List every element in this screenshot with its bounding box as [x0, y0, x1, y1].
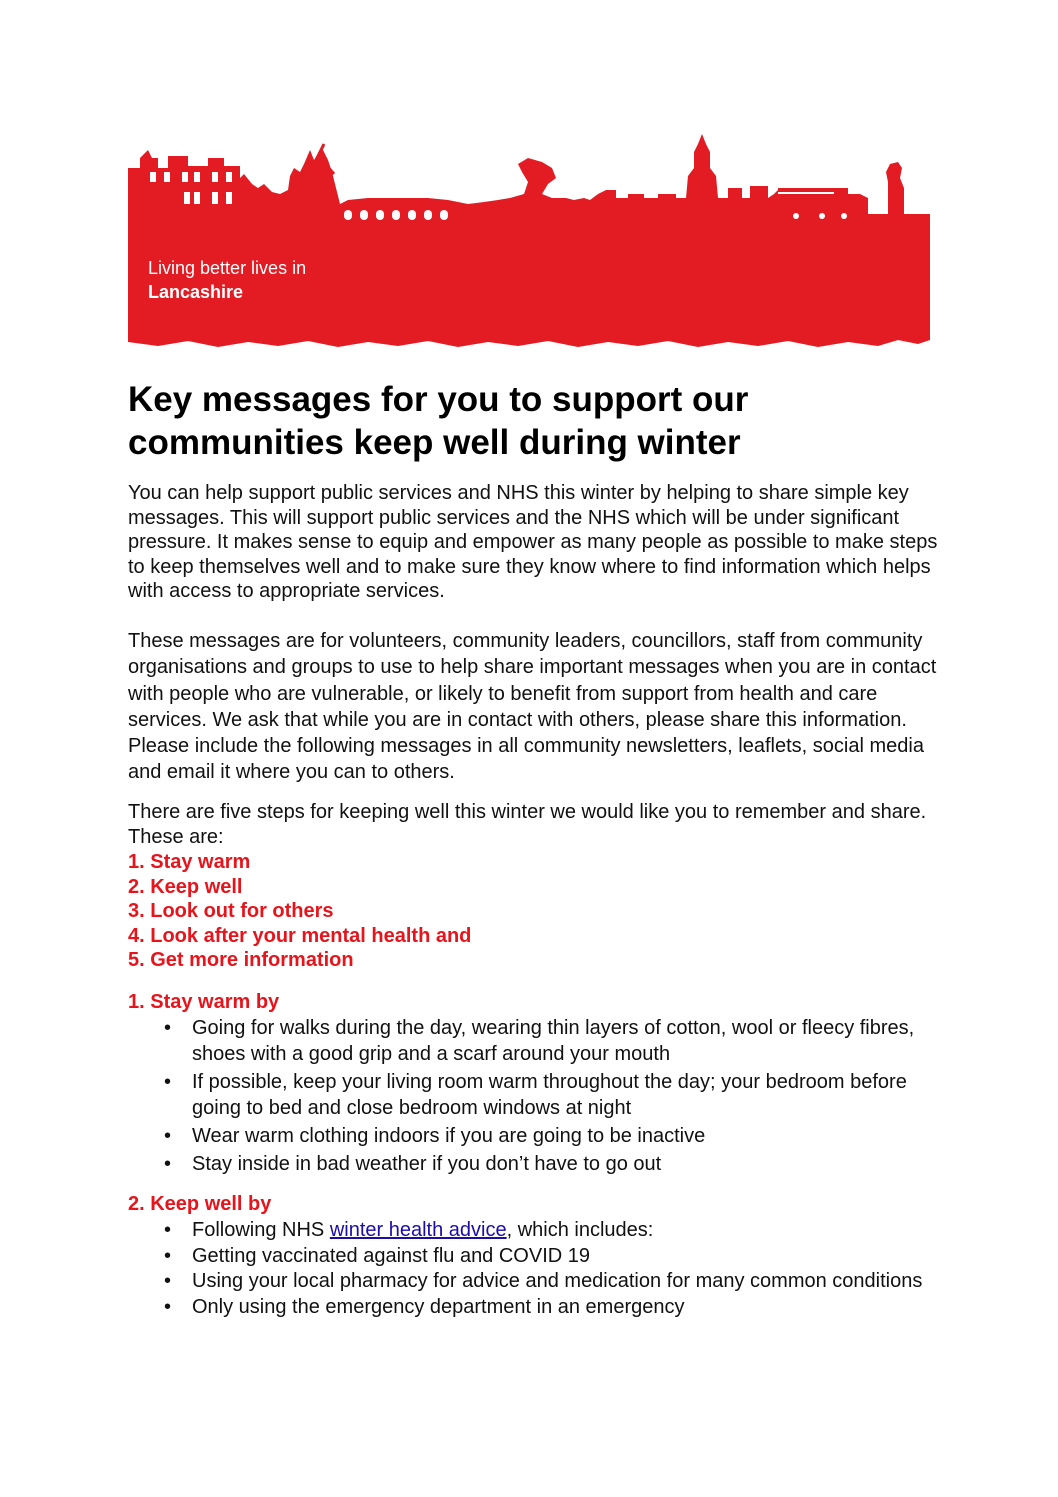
bullet-item [128, 1069, 938, 1121]
bullet-text: Only using the emergency department in an emergency [192, 1295, 685, 1318]
bullet-item [128, 1151, 938, 1177]
section-stay-warm-heading: 1. Stay warm by [128, 991, 280, 1013]
bullet-icon: • [164, 1270, 172, 1293]
step-item: 4. Look after your mental health and [128, 924, 472, 947]
bullet-item [128, 1123, 938, 1149]
bullet-text: Wear warm clothing indoors if you are going to be inactive [192, 1125, 706, 1147]
banner-tagline-line1: Living better lives in [148, 258, 307, 278]
step-item: 2. Keep well [128, 875, 243, 898]
bullet-item [128, 1269, 938, 1294]
step-item: 3. Look out for others [128, 900, 334, 923]
winter-health-advice-link[interactable]: winter health advice [329, 1219, 507, 1241]
bullet-text: Going for walks during the day, wearing thin layers of cotton, wool or fleecy fibres, shoes with a good grip and a scarf around your mouth [192, 1017, 915, 1065]
banner-tagline [148, 256, 306, 304]
bullet-icon: • [164, 1153, 172, 1175]
keep-well-bullet-list [128, 1218, 938, 1320]
bullet-icon: • [164, 1244, 172, 1267]
step-item: 1. Stay warm [128, 851, 251, 873]
bullet-item [128, 1218, 938, 1243]
banner-tagline-line2: Lancashire [148, 282, 244, 302]
bullet-text-suffix: , which includes: [506, 1219, 654, 1241]
bullet-text: Getting vaccinated against flu and COVID 19 [192, 1244, 591, 1267]
intro-paragraph: You can help support public services and NHS this winter by helping to share simple key messages. This will support public services and the NHS which will be under significant pressure. It makes sense to equip and empower as many people as possible to make steps to keep themselves well and to make sure they know where to find information which helps with access to appropriate services. [128, 482, 938, 603]
bullet-icon: • [164, 1125, 172, 1147]
bullet-item [128, 1015, 938, 1067]
section-keep-well-heading: 2. Keep well by [128, 1193, 272, 1215]
bullet-text: If possible, keep your living room warm throughout the day; your bedroom before going to bed and close bedroom windows at night [192, 1071, 907, 1119]
lancashire-skyline-illustration [128, 128, 930, 350]
bullet-text: Using your local pharmacy for advice and medication for many common conditions [192, 1270, 923, 1293]
bullet-text: Stay inside in bad weather if you don’t have to go out [192, 1153, 662, 1175]
audience-paragraph: These messages are for volunteers, community leaders, councillors, staff from community organisations and groups to use to help share important messages when you are in contact with people who are vulnerable, or likely to benefit from support from health and care services. We ask that while you are in contact with others, please share this information. Please include the following messages in all community newsletters, leaflets, social media and email it where you can to others. [128, 630, 937, 784]
page-title: Key messages for you to support our communities keep well during winter [128, 380, 749, 462]
steps-intro-paragraph: There are five steps for keeping well this winter we would like you to remember and share. These are: [128, 801, 927, 848]
bullet-icon: • [164, 1017, 172, 1039]
five-steps-list [128, 850, 471, 973]
header-banner [128, 128, 930, 350]
step-item: 5. Get more information [128, 949, 354, 972]
stay-warm-bullet-list [128, 1015, 938, 1179]
bullet-text-prefix: Following NHS [192, 1219, 330, 1241]
bullet-icon: • [164, 1071, 172, 1093]
bullet-item [128, 1244, 938, 1269]
bullet-icon: • [164, 1295, 172, 1318]
bullet-item [128, 1295, 938, 1320]
bullet-icon: • [164, 1219, 172, 1241]
